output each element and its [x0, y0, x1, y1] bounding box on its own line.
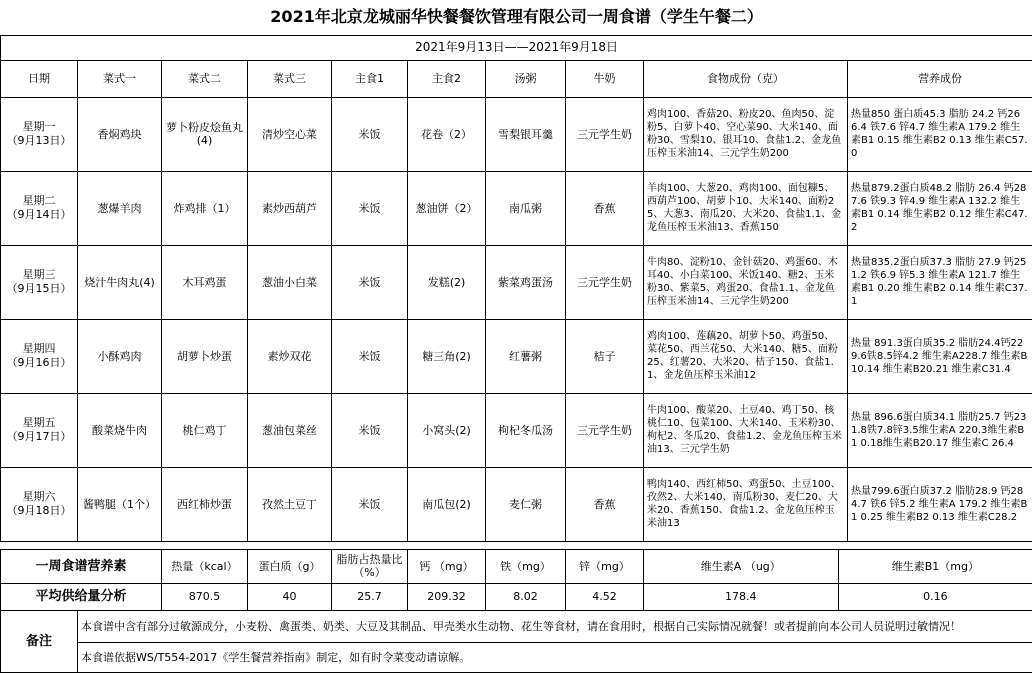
staple1-cell: 米饭: [332, 319, 408, 393]
day-date: （9月14日）: [3, 208, 75, 222]
summary-value-cell: 40: [248, 583, 332, 610]
soup-cell: 紫菜鸡蛋汤: [486, 245, 566, 319]
staple1-cell: 米饭: [332, 393, 408, 467]
staple2-cell: 小窝头(2): [408, 393, 486, 467]
milk-cell: 三元学生奶: [566, 393, 644, 467]
dish2-cell: 桃仁鸡丁: [162, 393, 248, 467]
summary-value-cell: 4.52: [566, 583, 644, 610]
header-row: [1, 60, 1032, 97]
milk-cell: 桔子: [566, 319, 644, 393]
ingredients-cell: 牛肉100、酸菜20、土豆40、鸡丁50、核桃仁10、包菜100、大米140、玉米粉30、枸杞2、冬瓜20、食盐1.2、金龙鱼压榨玉米油13、三元学生奶: [644, 393, 848, 467]
notes-line-1: 本食谱中含有部分过敏源成分，小麦粉、禽蛋类、奶类、大豆及其制品、甲壳类水生动物、花生等食材，请在食用时，根据自己实际情况就餐！或者提前向本公司人员说明过敏情况！: [78, 610, 1032, 642]
header-staple1: 主食1: [332, 60, 408, 97]
table-row: [1, 245, 1032, 319]
day-cell: [1, 245, 78, 319]
day-name: 星期一: [3, 120, 75, 134]
dish1-cell: 酱鸭腿（1个）: [78, 467, 162, 541]
notes-label: 备注: [1, 610, 78, 672]
summary-header-row: [1, 549, 1032, 583]
ingredients-cell: 鸡肉100、莲藕20、胡萝卜50、鸡蛋50、菜花50、西兰花50、大米140、糖5、面粉25、红薯20、大米20、桔子150、食盐1.1、金龙鱼压榨玉米油12: [644, 319, 848, 393]
table-row: [1, 171, 1032, 245]
summary-header-cell: 蛋白质（g）: [248, 549, 332, 583]
ingredients-cell: 牛肉80、淀粉10、金针菇20、鸡蛋60、木耳40、小白菜100、米饭140、糖2、玉米粉30、紫菜5、鸡蛋20、食盐1.1、金龙鱼压榨玉米油14、三元学生奶200: [644, 245, 848, 319]
summary-header-cell: 维生素A （ug）: [644, 550, 839, 583]
dish3-cell: 清炒空心菜: [248, 97, 332, 171]
header-dish3: 菜式三: [248, 60, 332, 97]
summary-header-cell: 锌（mg）: [566, 549, 644, 583]
table-row: [1, 97, 1032, 171]
milk-cell: 三元学生奶: [566, 97, 644, 171]
table-row: [1, 393, 1032, 467]
day-cell: [1, 467, 78, 541]
nutrition-cell: 热量850 蛋白质45.3 脂肪 24.2 钙266.4 铁7.6 锌4.7 维生素A 179.2 维生素B1 0.15 维生素B2 0.13 维生素C57.0: [848, 97, 1032, 171]
staple1-cell: 米饭: [332, 467, 408, 541]
summary-header-cell: 热量（kcal）: [162, 549, 248, 583]
dish2-cell: 萝卜粉皮烩鱼丸(4): [162, 97, 248, 171]
day-cell: [1, 319, 78, 393]
table-row: [1, 467, 1032, 541]
dish3-cell: 素炒双花: [248, 319, 332, 393]
spacer-row: [1, 541, 1032, 549]
dish2-cell: 胡萝卜炒蛋: [162, 319, 248, 393]
day-name: 星期三: [3, 268, 75, 282]
summary-header-cell: 脂肪占热量比（%）: [332, 549, 408, 583]
page-title: 2021年北京龙城丽华快餐餐饮管理有限公司一周食谱（学生午餐二）: [1, 0, 1032, 35]
header-dish2: 菜式二: [162, 60, 248, 97]
dish3-cell: 葱油小白菜: [248, 245, 332, 319]
dish3-cell: 葱油包菜丝: [248, 393, 332, 467]
day-date: （9月15日）: [3, 282, 75, 296]
day-cell: [1, 97, 78, 171]
dish1-cell: 酸菜烧牛肉: [78, 393, 162, 467]
dish1-cell: 葱爆羊肉: [78, 171, 162, 245]
header-ingredients: 食物成份（克）: [644, 60, 848, 97]
soup-cell: 雪梨银耳羹: [486, 97, 566, 171]
notes-row: [1, 610, 1032, 642]
milk-cell: 三元学生奶: [566, 245, 644, 319]
summary-value-cell: 209.32: [408, 583, 486, 610]
ingredients-cell: 羊肉100、大葱20、鸡肉100、面包糠5、西葫芦100、胡萝卜10、大米140、面粉25、大葱3、南瓜20、大米20、食盐1.1、金龙鱼压榨玉米油13、香蕉150: [644, 171, 848, 245]
day-name: 星期四: [3, 342, 75, 356]
staple2-cell: 花卷（2）: [408, 97, 486, 171]
summary-value-cell: 25.7: [332, 583, 408, 610]
dish2-cell: 木耳鸡蛋: [162, 245, 248, 319]
nutrition-cell: 热量 896.6蛋白质34.1 脂肪25.7 钙231.8铁7.8锌3.5维生素A 220.3维生素B1 0.18维生素B20.17 维生素C 26.4: [848, 393, 1032, 467]
header-date: 日期: [1, 60, 78, 97]
notes-line-2: 本食谱依据WS/T554-2017《学生餐营养指南》制定，如有时令菜变动请谅解。: [78, 642, 1032, 672]
soup-cell: 红薯粥: [486, 319, 566, 393]
day-name: 星期六: [3, 490, 75, 504]
milk-cell: 香蕉: [566, 171, 644, 245]
ingredients-cell: 鸡肉100、香菇20、粉皮20、鱼肉50、淀粉5、白萝卜40、空心菜90、大米140、面粉30、雪梨10、银耳10、食盐1.2、金龙鱼压榨玉米油14、三元学生奶200: [644, 97, 848, 171]
day-date: （9月13日）: [3, 134, 75, 148]
dish1-cell: 烧汁牛肉丸(4): [78, 245, 162, 319]
staple1-cell: 米饭: [332, 97, 408, 171]
header-dish1: 菜式一: [78, 60, 162, 97]
day-cell: [1, 171, 78, 245]
dish1-cell: 小酥鸡肉: [78, 319, 162, 393]
date-range: 2021年9月13日——2021年9月18日: [1, 35, 1032, 60]
header-soup: 汤粥: [486, 60, 566, 97]
day-cell: [1, 393, 78, 467]
summary-header-cell: 钙 （mg）: [408, 549, 486, 583]
summary-value-cell: 0.16: [839, 584, 1032, 610]
staple2-cell: 葱油饼（2）: [408, 171, 486, 245]
soup-cell: 枸杞冬瓜汤: [486, 393, 566, 467]
dish2-cell: 西红柿炒蛋: [162, 467, 248, 541]
soup-cell: 麦仁粥: [486, 467, 566, 541]
day-name: 星期二: [3, 194, 75, 208]
dish3-cell: 孜然土豆丁: [248, 467, 332, 541]
staple1-cell: 米饭: [332, 245, 408, 319]
ingredients-cell: 鸭肉140、西红柿50、鸡蛋50、土豆100、孜然2、大米140、南瓜粉30、麦仁20、大米20、香蕉150、食盐1.2、金龙鱼压榨玉米油13: [644, 467, 848, 541]
summary-value-cell: 870.5: [162, 583, 248, 610]
nutrition-cell: 热量 891.3蛋白质35.2 脂肪24.4钙229.6铁8.5锌4.2 维生素A228.7 维生素B10.14 维生素B20.21 维生素C31.4: [848, 319, 1032, 393]
soup-cell: 南瓜粥: [486, 171, 566, 245]
day-name: 星期五: [3, 416, 75, 430]
staple1-cell: 米饭: [332, 171, 408, 245]
table-row: [1, 319, 1032, 393]
dish2-cell: 炸鸡排（1）: [162, 171, 248, 245]
dish3-cell: 素炒西葫芦: [248, 171, 332, 245]
header-staple2: 主食2: [408, 60, 486, 97]
day-date: （9月16日）: [3, 356, 75, 370]
day-date: （9月18日）: [3, 504, 75, 518]
staple2-cell: 糖三角(2): [408, 319, 486, 393]
summary-label-2: 平均供给量分析: [1, 583, 162, 610]
nutrition-cell: 热量799.6蛋白质37.2 脂肪28.9 钙284.7 铁6 锌5.2 维生素A 179.2 维生素B1 0.25 维生素B2 0.13 维生素C28.2: [848, 467, 1032, 541]
day-date: （9月17日）: [3, 430, 75, 444]
notes-row: [1, 642, 1032, 672]
dish1-cell: 香焖鸡块: [78, 97, 162, 171]
staple2-cell: 南瓜包(2): [408, 467, 486, 541]
milk-cell: 香蕉: [566, 467, 644, 541]
summary-label-1: 一周食谱营养素: [1, 549, 162, 583]
summary-value-cell: 8.02: [486, 583, 566, 610]
summary-value-cell: 178.4: [644, 584, 839, 610]
nutrition-cell: 热量835.2蛋白质37.3 脂肪 27.9 钙251.2 铁6.9 锌5.3 维生素A 121.7 维生素B1 0.20 维生素B2 0.14 维生素C37.1: [848, 245, 1032, 319]
nutrition-cell: 热量879.2蛋白质48.2 脂肪 26.4 钙287.6 铁9.3 锌4.9 维生素A 132.2 维生素B1 0.14 维生素B2 0.12 维生素C47.2: [848, 171, 1032, 245]
header-milk: 牛奶: [566, 60, 644, 97]
summary-header-cell: 铁（mg）: [486, 549, 566, 583]
header-nutrition: 营养成份: [848, 60, 1032, 97]
summary-header-cell: 维生素B1（mg）: [839, 550, 1032, 583]
summary-value-row: [1, 583, 1032, 610]
staple2-cell: 发糕(2): [408, 245, 486, 319]
